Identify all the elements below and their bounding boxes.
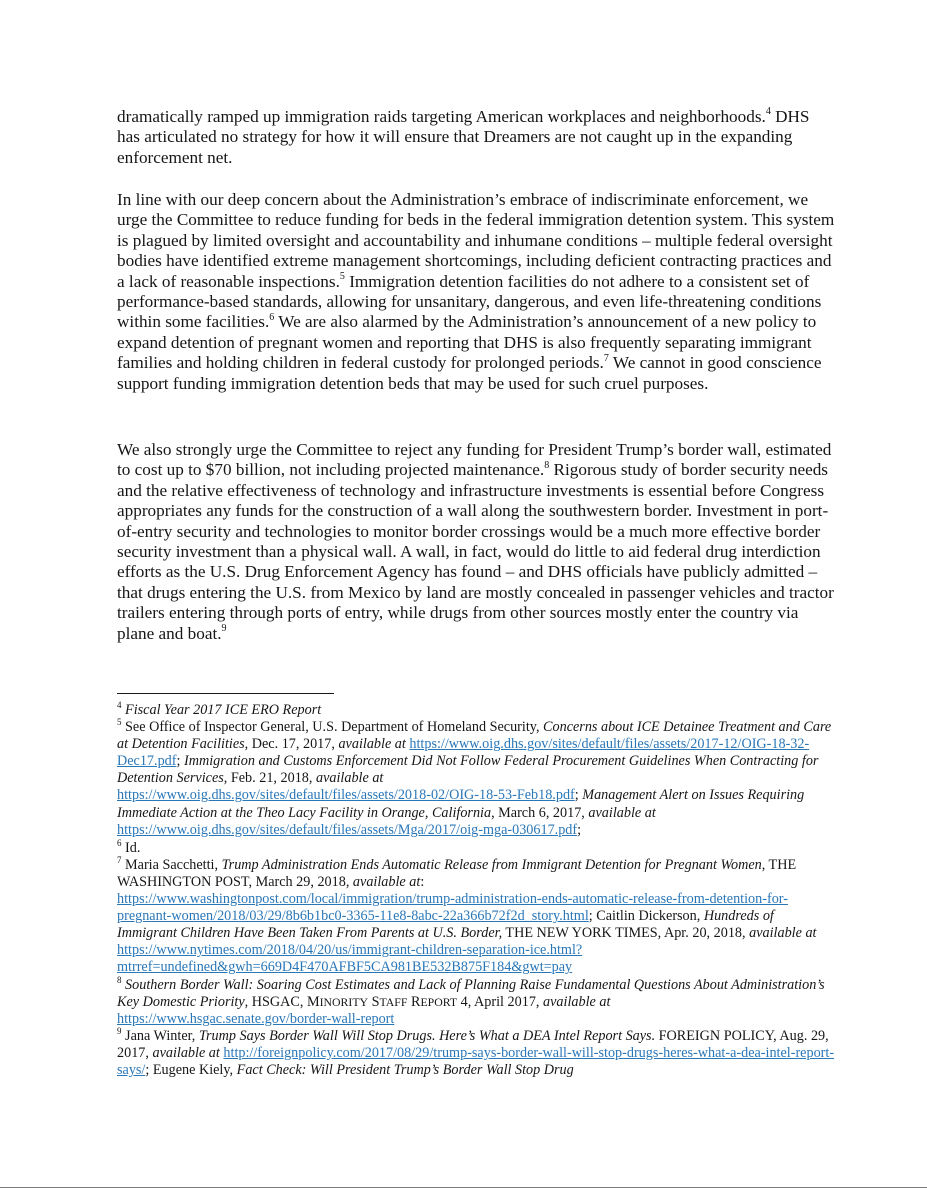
- footnote-8: [117, 974, 837, 1028]
- footnote-4: [117, 702, 837, 719]
- footnote-text: available at: [338, 736, 406, 753]
- footnote-separator: [117, 693, 334, 694]
- footnote-text: EPORT: [420, 994, 458, 1009]
- footnote-title: Immigration and Customs Enforcement Did Not Follow Federal Procurement Guidelines When Contracting for Detention Services: [117, 753, 819, 787]
- footnote-link[interactable]: https://www.oig.dhs.gov/sites/default/files/assets/Mga/2017/oig-mga-030617.pdf: [117, 821, 578, 838]
- footnote-number: 8: [117, 974, 122, 985]
- footnote-number: 6: [117, 838, 122, 849]
- footnote-title: Trump Administration Ends Automatic Release from Immigrant Detention for Pregnant Women: [221, 856, 762, 873]
- footnote-text: ; Eugene Kiely,: [145, 1061, 237, 1078]
- footnote-text: available at: [352, 873, 421, 890]
- footnote-title: Hundreds of Immigrant Children Have Been Taken From Parents at U.S. Border,: [117, 908, 774, 942]
- footnote-title: Trump Says Border Wall Will Stop Drugs. Here’s What a DEA Intel Report Says.: [198, 1027, 656, 1044]
- footnote-title: Concerns about ICE Detainee Treatment and Care at Detention Facilities: [117, 719, 832, 753]
- footnote-ref[interactable]: 7: [603, 352, 609, 364]
- footnote-link[interactable]: https://www.oig.dhs.gov/sites/default/files/assets/2017-12/OIG-18-32-Dec17.pdf: [117, 736, 810, 770]
- footnote-7: [117, 857, 837, 977]
- paragraph-text: DHS has articulated no strategy for how it will ensure that Dreamers are not caught up in the expanding enforcement net.: [117, 107, 810, 167]
- footnote-link[interactable]: https://www.oig.dhs.gov/sites/default/files/assets/2018-02/OIG-18-53-Feb18.pdf: [117, 787, 575, 804]
- footnote-ref[interactable]: 5: [339, 270, 345, 282]
- footnote-text: TAFF: [379, 994, 408, 1009]
- footnote-text: Id.: [121, 839, 141, 856]
- footnote-text: FOREIGN POLICY, Aug. 29, 2017,: [117, 1027, 829, 1061]
- paragraph-text: We also strongly urge the Committee to reject any funding for President Trump’s border wall, estimated to cost up to $70 billion, not including projected maintenance.: [117, 440, 832, 480]
- footnote-title: Fiscal Year 2017 ICE ERO Report: [121, 702, 322, 718]
- footnote-9: [117, 1028, 837, 1079]
- footnote-text: THE NEW YORK TIMES, Apr. 20, 2018,: [502, 925, 750, 942]
- footnote-text: available at: [543, 993, 611, 1010]
- footnote-5: [117, 719, 837, 839]
- footnote-text: :: [420, 873, 425, 890]
- paragraph-text: dramatically ramped up immigration raids targeting American workplaces and neighborhoods.: [117, 107, 766, 126]
- paragraph-text: We cannot in good conscience support funding immigration detention beds that may be used for such cruel purposes.: [117, 353, 822, 393]
- page-edge-line: [0, 1187, 927, 1188]
- footnote-ref[interactable]: 4: [765, 106, 771, 118]
- footnote-text: available at: [152, 1044, 220, 1061]
- footnote-number: 4: [117, 700, 122, 711]
- footnote-text: ; Caitlin Dickerson,: [588, 908, 704, 925]
- footnote-link[interactable]: https://www.hsgac.senate.gov/border-wall-report: [117, 1010, 395, 1027]
- footnote-text: Maria Sacchetti,: [121, 856, 222, 873]
- footnote-text: INORITY: [319, 994, 369, 1009]
- footnote-text: Jana Winter,: [121, 1027, 199, 1044]
- footnote-ref[interactable]: 9: [221, 622, 227, 634]
- footnote-text: R: [407, 993, 421, 1010]
- footnote-text: available at: [315, 770, 384, 787]
- paragraph-text: Rigorous study of border security needs and the relative effectiveness of technology and infrastructure investments is essential before Congress appropriates any funds for the construction of a wall along the southwestern border. Investment in port-of-entry security and technologies to monitor border crossings would be a much more effective border security investment than a physical wall. A wall, in fact, would do little to aid federal drug interdiction efforts as the U.S. Drug Enforcement Agency has found – and DHS officials have publicly admitted – that drugs entering the U.S. from Mexico by land are mostly concealed in passenger vehicles and tractor trailers entering through ports of entry, while drugs from other sources mostly enter the country via plane and boat.: [117, 460, 834, 643]
- footnote-link[interactable]: http://foreignpolicy.com/2017/08/29/trump-says-border-wall-will-stop-drugs-heres-what-a-dea-intel-report-says/: [117, 1044, 835, 1078]
- paragraph-text: Immigration detention facilities do not adhere to a consistent set of performance-based standards, allowing for unsanitary, dangerous, and even life-threatening conditions within some facilities.: [117, 271, 822, 332]
- footnote-link[interactable]: https://www.nytimes.com/2018/04/20/us/immigrant-children-separation-ice.html?mtrref=undefined&gwh=669D4F470AFBF5CA981BE532B875F184&gwt=pay: [117, 942, 583, 976]
- footnote-ref[interactable]: 8: [544, 459, 550, 471]
- paragraph-detention: [117, 190, 835, 394]
- footnote-number: 7: [117, 855, 122, 866]
- footnote-link[interactable]: https://www.washingtonpost.com/local/immigration/trump-administration-ends-automatic-release-from-detention-for-pregnant-women/2018/03/29/8b6b1bc0-3365-11e8-8abc-22a366b72f2d_story.html: [117, 891, 788, 925]
- footnote-text: See Office of Inspector General, U.S. Department of Homeland Security,: [121, 719, 544, 736]
- footnote-text: , THE WASHINGTON POST, March 29, 2018,: [117, 856, 797, 890]
- footnote-6: [117, 840, 837, 857]
- footnote-text: ;: [574, 787, 583, 804]
- footnote-text: ;: [577, 821, 582, 838]
- footnote-text: , Feb. 21, 2018,: [223, 770, 316, 787]
- footnote-text: ;: [176, 753, 184, 770]
- footnote-title: Southern Border Wall: Soaring Cost Estimates and Lack of Planning Raise Fundamental Questions About Administration’s Key Domestic Priority: [117, 976, 825, 1010]
- footnote-text: , March 6, 2017,: [491, 804, 589, 821]
- footnote-text: 4, April 2017,: [457, 993, 544, 1010]
- footnote-number: 9: [117, 1026, 122, 1037]
- footnote-text: S: [368, 993, 380, 1010]
- footnote-text: , Dec. 17, 2017,: [244, 736, 339, 753]
- footnote-text: available at: [588, 804, 656, 821]
- footnote-number: 5: [117, 717, 122, 728]
- footnote-text: , HSGAC, M: [244, 993, 320, 1010]
- footnote-ref[interactable]: 6: [269, 311, 275, 323]
- footnotes: [117, 702, 837, 1079]
- footnote-text: available at: [749, 925, 817, 942]
- paragraph-dreamers: [117, 107, 835, 168]
- paragraph-text: In line with our deep concern about the Administration’s embrace of indiscriminate enforcement, we urge the Committee to reduce funding for beds in the federal immigration detention system. This system is plagued by limited oversight and accountability and inhumane conditions – multiple federal oversight bodies have identified extreme management shortcomings, including deficient contracting practices and a lack of reasonable inspections.: [117, 190, 835, 291]
- footnote-title: Fact Check: Will President Trump’s Border Wall Stop Drug: [236, 1061, 574, 1078]
- footnote-title: Management Alert on Issues Requiring Immediate Action at the Theo Lacy Facility in Orange, California: [117, 787, 805, 821]
- paragraph-text: We are also alarmed by the Administration’s announcement of a new policy to expand detention of pregnant women and reporting that DHS is also frequently separating immigrant families and holding children in federal custody for prolonged periods.: [117, 312, 817, 373]
- paragraph-border-wall: [117, 440, 835, 644]
